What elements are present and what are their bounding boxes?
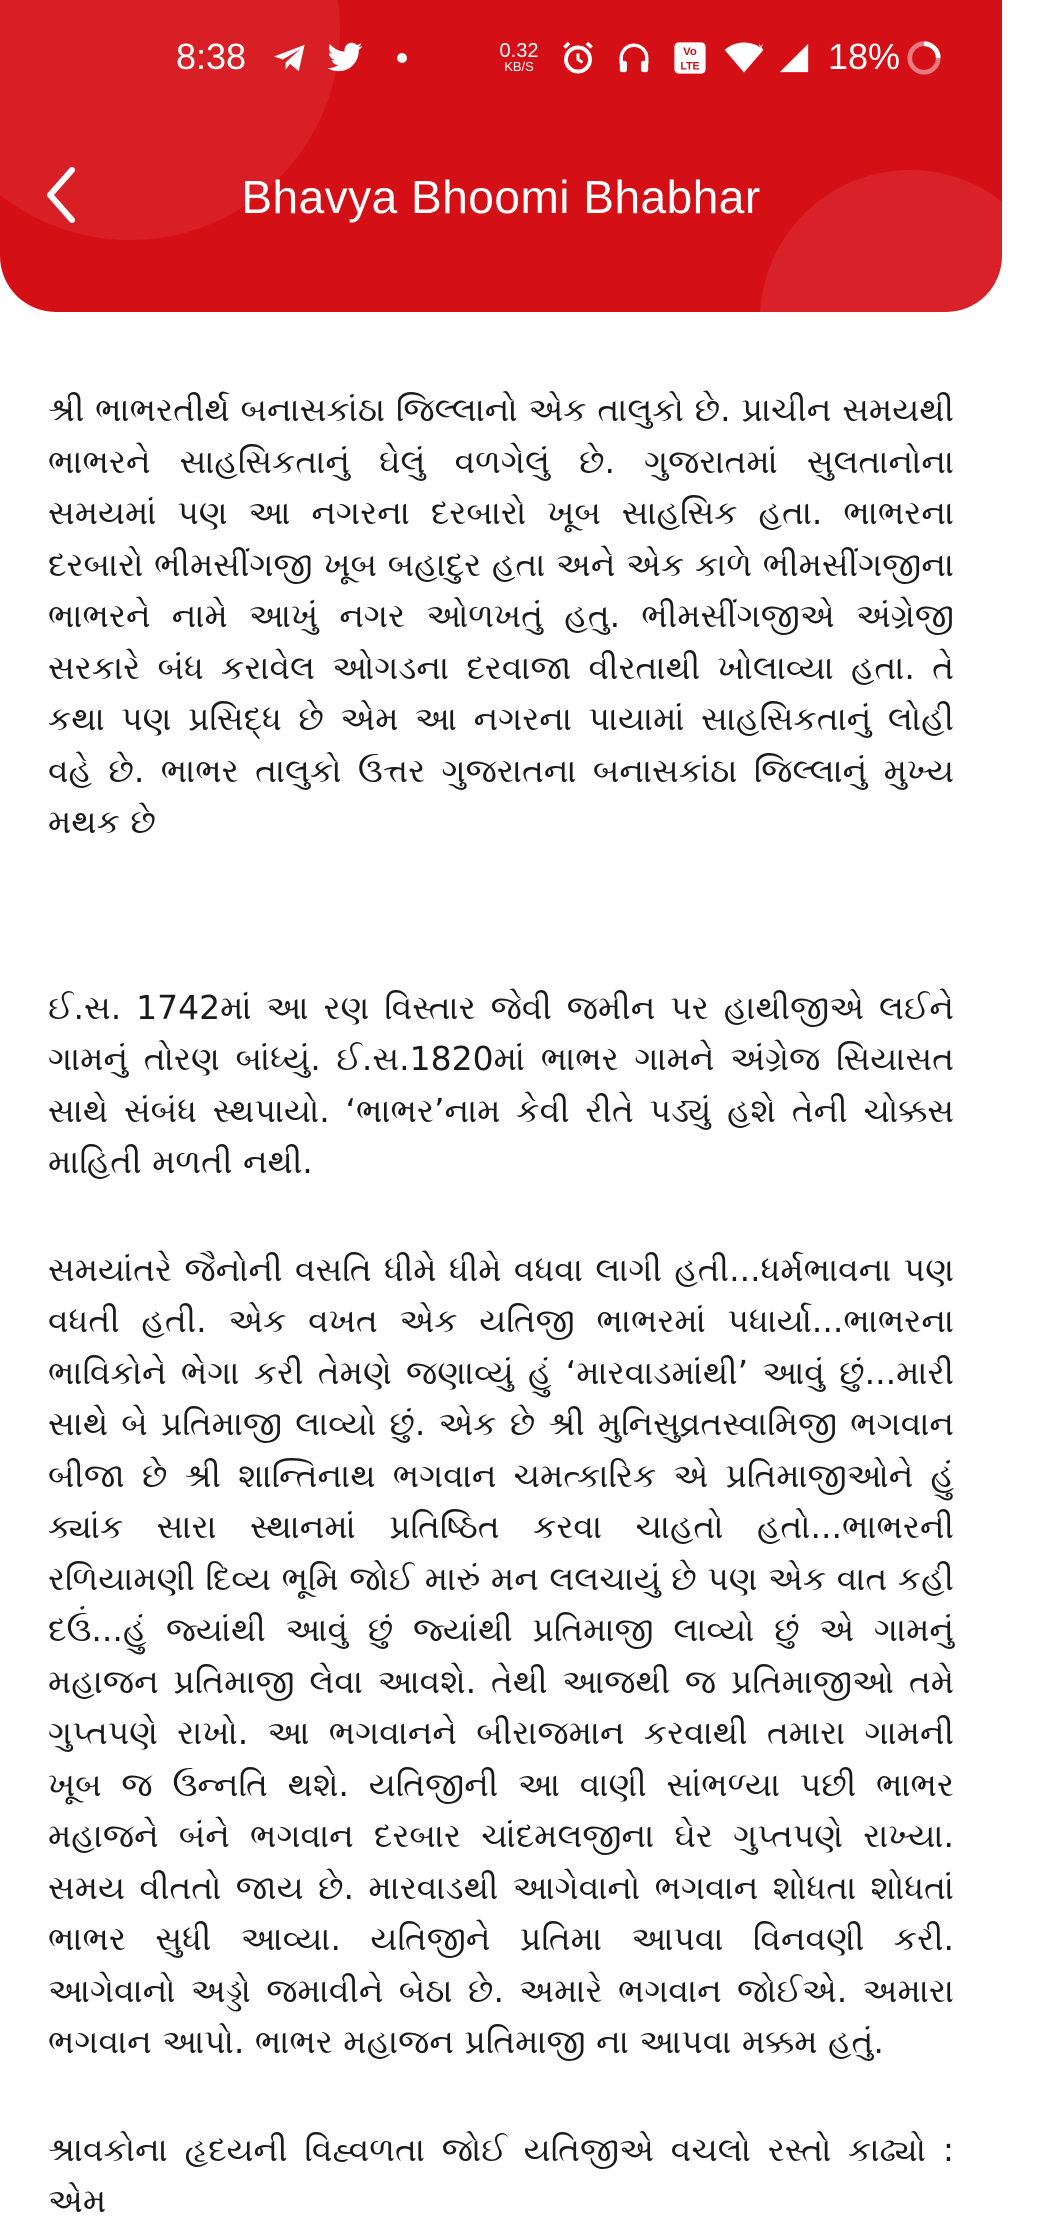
app-header xyxy=(0,0,1002,312)
volte-icon xyxy=(670,38,710,78)
telegram-icon xyxy=(270,38,310,78)
article-paragraph: ઈ.સ. 1742માં આ રણ વિસ્તાર જેવી જમીન પર હાથીજીએ લઈને ગામનું તોરણ બાંધ્યું. ઈ.સ.1820માં ભાભર ગામને અંગ્રેજ સિયાસત સાથે સંબંધ સ્થપાયો. ‘ભાભર’નામ કેવી રીતે પડ્યું હશે તેની ચોક્કસ માહિતી મળતી નથી. xyxy=(48,987,954,1181)
battery-percent: 18% xyxy=(828,36,901,77)
svg-text:x: x xyxy=(758,41,764,53)
status-bar xyxy=(0,0,1002,120)
paragraph-gap xyxy=(48,2068,954,2124)
article-paragraph: શ્રાવકોના હૃદયની વિહ્વળતા જોઈ યતિજીએ વચલો રસ્તો કાઢ્યો : એમ xyxy=(48,2129,954,2220)
page-title: Bhavya Bhoomi Bhabhar xyxy=(241,171,761,223)
svg-text:Vo: Vo xyxy=(683,46,697,59)
headphones-icon xyxy=(614,38,654,78)
status-time: 8:38 xyxy=(176,36,247,77)
wifi-icon xyxy=(720,38,768,78)
dot-icon xyxy=(392,38,412,78)
paragraph-gap xyxy=(48,848,954,982)
net-speed: 0.32 KB/S xyxy=(499,40,539,74)
svg-text:LTE: LTE xyxy=(680,60,700,73)
battery-ring-icon xyxy=(904,38,944,78)
paragraph-gap xyxy=(48,1188,954,1244)
article-paragraph: શ્રી ભાભરતીર્થ બનાસકાંઠા જિલ્લાનો એક તાલુકો છે. પ્રાચીન સમયથી ભાભરને સાહસિકતાનું ઘેલું વળગેલું છે. ગુજરાતમાં સુલતાનોના સમયમાં પણ આ નગરના દરબારો ખૂબ સાહસિક હતા. ભાભરના દરબારો ભીમસીંગજી ખૂબ બહાદુર હતા અને એક કાળે ભીમસીંગજીના ભાભરને નામે આખું નગર ઓળખતું હતુ. ભીમસીંગજીએ અંગ્રેજી સરકારે બંધ કરાવેલ ઓગડના દરવાજા વીરતાથી ખોલાવ્યા હતા. તે કથા પણ પ્રસિદ્ધ છે એમ આ નગરના પાયામાં સાહસિકતાનું લોહી વહે છે. ભાભર તાલુકો ઉત્તર ગુજરાતના બનાસકાંઠા જિલ્લાનું મુખ્ય મથક છે xyxy=(48,390,954,841)
alarm-icon xyxy=(558,38,598,78)
twitter-icon xyxy=(324,38,366,78)
article-body xyxy=(48,384,954,2220)
article-paragraph: સમયાંતરે જૈનોની વસતિ ધીમે ધીમે વધવા લાગી હતી...ધર્મભાવના પણ વધતી હતી. એક વખત એક યતિજી ભાભરમાં પધાર્યા...ભાભરના ભાવિકોને ભેગા કરી તેમણે જણાવ્યું હું ‘મારવાડમાંથી’ આવું છું...મારી સાથે બે પ્રતિમાજી લાવ્યો છું. એક છે શ્રી મુનિસુવ્રતસ્વામિજી ભગવાન બીજા છે શ્રી શાન્તિનાથ ભગવાન ચમત્કારિક એ પ્રતિમાજીઓને હું ક્યાંક સારા સ્થાનમાં પ્રતિષ્ઠિત કરવા ચાહતો હતો...ભાભરની રળિયામણી દિવ્ય ભૂમિ જોઈ મારું મન લલચાયું છે પણ એક વાત કહી દઉં...હું જ્યાંથી આવું છું જ્યાંથી પ્રતિમાજી લાવ્યો છું એ ગામનું મહાજન પ્રતિમાજી લેવા આવશે. તેથી આજથી જ પ્રતિમાજીઓ તમે ગુપ્તપણે રાખો. આ ભગવાનને બીરાજમાન કરવાથી તમારા ગામની ખૂબ જ ઉન્નતિ થશે. યતિજીની આ વાણી સાંભળ્યા પછી ભાભર મહાજને બંને ભગવાન દરબાર ચાંદમલજીના ઘેર ગુપ્તપણે રાખ્યા. સમય વીતતો જાય છે. મારવાડથી આગેવાનો ભગવાન શોધતા શોધતાં ભાભર સુધી આવ્યા. યતિજીને પ્રતિમા આપવા વિનવણી કરી. આગેવાનો અડ્ડો જમાવીને બેઠા છે. અમારે ભગવાન જોઈએ. અમારા ભગવાન આપો. ભાભર મહાજન પ્રતિમાજી ના આપવા મક્કમ હતું. xyxy=(48,1249,954,2061)
signal-icon xyxy=(774,38,814,78)
